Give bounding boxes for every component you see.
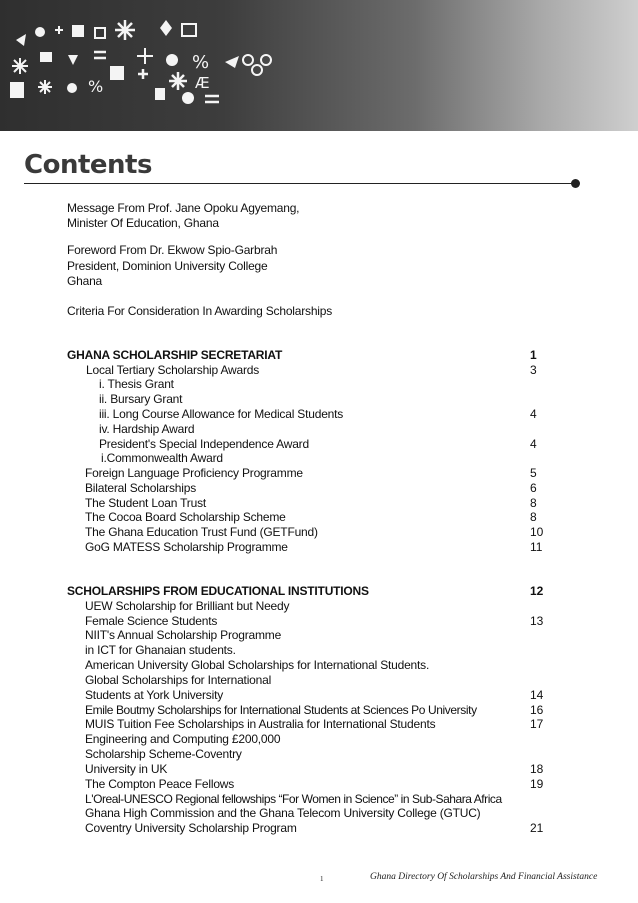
divider-end-dot (571, 179, 580, 188)
header-banner (0, 0, 638, 131)
toc-entry: MUIS Tuition Fee Scholarships in Australia for International Students (85, 717, 436, 731)
toc-entry: Students at York University (85, 688, 224, 702)
toc-entry: Scholarship Scheme-Coventry (85, 747, 242, 761)
toc-entry: The Student Loan Trust (85, 496, 207, 510)
toc-entry: iv. Hardship Award (99, 422, 195, 436)
intro-line: President, Dominion University College (67, 259, 268, 273)
toc-page-number: 4 (530, 437, 537, 451)
title-divider (24, 183, 576, 184)
toc-page-number: 8 (530, 510, 537, 524)
toc-page-number: 8 (530, 496, 537, 510)
toc-entry: Engineering and Computing £200,000 (85, 732, 281, 746)
toc-entry: The Compton Peace Fellows (85, 777, 235, 791)
toc-page-number: 13 (530, 614, 544, 628)
toc-entry: i. Thesis Grant (99, 377, 174, 391)
toc-entry: in ICT for Ghanaian students. (85, 643, 236, 657)
intro-line: Criteria For Consideration In Awarding Scholarships (67, 304, 333, 318)
toc-entry: Ghana High Commission and the Ghana Telecom University College (GTUC) (85, 806, 481, 820)
toc-entry: iii. Long Course Allowance for Medical Students (99, 407, 344, 421)
toc-page-number: 10 (530, 525, 544, 539)
section-heading: SCHOLARSHIPS FROM EDUCATIONAL INSTITUTIONS (67, 584, 369, 598)
toc-entry: ii. Bursary Grant (99, 392, 183, 406)
toc-page-number: 6 (530, 481, 537, 495)
toc-page-number: 5 (530, 466, 537, 480)
intro-line: Minister Of Education, Ghana (67, 216, 219, 230)
toc-page-number: 17 (530, 717, 544, 731)
toc-entry: President's Special Independence Award (99, 437, 309, 451)
toc-page-number: 19 (530, 777, 544, 791)
section-page-number: 12 (530, 584, 544, 598)
page-title: Contents (24, 150, 152, 180)
toc-page-number: 18 (530, 762, 544, 776)
toc-entry: The Cocoa Board Scholarship Scheme (85, 510, 286, 524)
toc-page-number: 4 (530, 407, 537, 421)
section-page-number: 1 (530, 348, 537, 362)
section-heading: GHANA SCHOLARSHIP SECRETARIAT (67, 348, 283, 362)
toc-entry: American University Global Scholarships for International Students. (85, 658, 430, 672)
intro-line: Ghana (67, 274, 103, 288)
footer-page-number: 1 (320, 875, 324, 883)
svg-text:%: % (88, 77, 104, 96)
toc-page-number: 16 (530, 703, 544, 717)
toc-entry: Coventry University Scholarship Program (85, 821, 297, 835)
toc-entry: University in UK (85, 762, 168, 776)
toc-entry: Female Science Students (85, 614, 218, 628)
toc-entry: NIIT's Annual Scholarship Programme (85, 628, 282, 642)
intro-line: Message From Prof. Jane Opoku Agyemang, (67, 201, 300, 215)
toc-entry: Emile Boutmy Scholarships for International Students at Sciences Po University (85, 703, 477, 717)
svg-text:Æ: Æ (195, 74, 210, 92)
toc-entry: The Ghana Education Trust Fund (GETFund) (85, 525, 318, 539)
toc-entry: Bilateral Scholarships (85, 481, 196, 495)
toc-page-number: 11 (530, 540, 543, 554)
footer-publication-title: Ghana Directory Of Scholarships And Financial Assistance (370, 872, 598, 882)
toc-entry: L'Oreal-UNESCO Regional fellowships “For Women in Science” in Sub-Sahara Africa (85, 792, 502, 806)
toc-entry: GoG MATESS Scholarship Programme (85, 540, 288, 554)
toc-page-number: 21 (530, 821, 544, 835)
svg-text:%: % (192, 52, 210, 73)
symbol-pattern-graphic (0, 0, 638, 131)
toc-page-number: 3 (530, 363, 537, 377)
toc-page-number: 14 (530, 688, 544, 702)
toc-entry: i.Commonwealth Award (101, 451, 223, 465)
toc-entry: UEW Scholarship for Brilliant but Needy (85, 599, 290, 613)
intro-line: Foreword From Dr. Ekwow Spio-Garbrah (67, 243, 278, 257)
toc-entry: Local Tertiary Scholarship Awards (86, 363, 260, 377)
toc-entry: Foreign Language Proficiency Programme (85, 466, 303, 480)
toc-entry: Global Scholarships for International (85, 673, 272, 687)
